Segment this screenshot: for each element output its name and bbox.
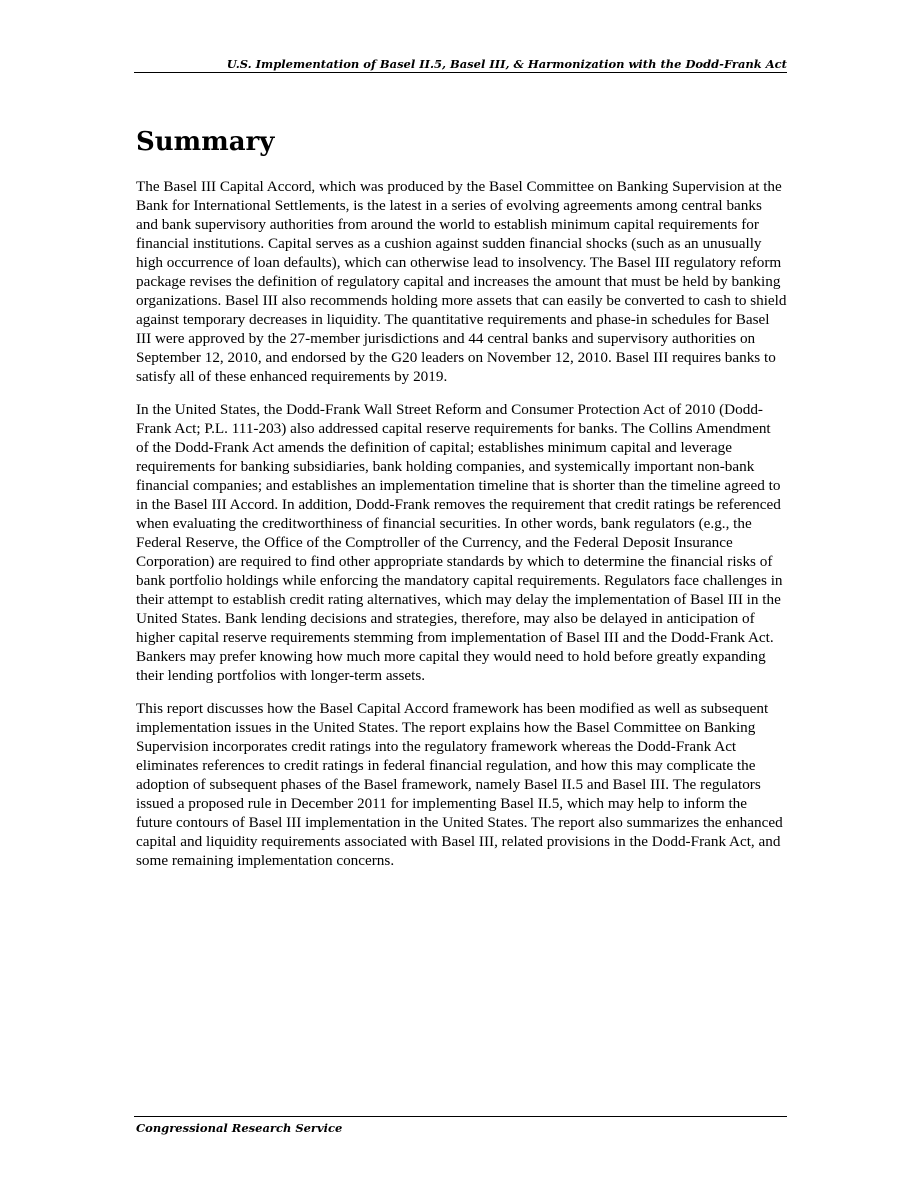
summary-body bbox=[136, 177, 787, 884]
footer-publisher: Congressional Research Service bbox=[136, 1121, 343, 1135]
running-header-title: U.S. Implementation of Basel II.5, Basel III, & Harmonization with the Dodd-Frank Act bbox=[226, 57, 787, 71]
paragraph: The Basel III Capital Accord, which was produced by the Basel Committee on Banking Supervision at the Bank for International Settlements, is the latest in a series of evolving agreements among central banks and bank supervisory authorities from around the world to establish minimum capital requirements for financial institutions. Capital serves as a cushion against sudden financial shocks (such as an unusually high occurrence of loan defaults), which can otherwise lead to insolvency. The Basel III regulatory reform package revises the definition of regulatory capital and increases the amount that must be held by banking organizations. Basel III also recommends holding more assets that can easily be converted to cash to shield against temporary decreases in liquidity. The quantitative requirements and phase-in schedules for Basel III were approved by the 27-member jurisdictions and 44 central banks and supervisory authorities on September 12, 2010, and endorsed by the G20 leaders on November 12, 2010. Basel III requires banks to satisfy all of these enhanced requirements by 2019. bbox=[136, 178, 787, 385]
paragraph: In the United States, the Dodd-Frank Wall Street Reform and Consumer Protection Act of 2010 (Dodd-Frank Act; P.L. 111-203) also addressed capital reserve requirements for banks. The Collins Amendment of the Dodd-Frank Act amends the definition of capital; establishes minimum capital and leverage requirements for banking subsidiaries, bank holding companies, and systemically important non-bank financial companies; and establishes an implementation timeline that is shorter than the timeline agreed to in the Basel III Accord. In addition, Dodd-Frank removes the requirement that credit ratings be referenced when evaluating the creditworthiness of financial securities. In other words, bank regulators (e.g., the Federal Reserve, the Office of the Comptroller of the Currency, and the Federal Deposit Insurance Corporation) are required to find other appropriate standards by which to determine the financial risks of bank portfolio holdings while enforcing the mandatory capital requirements. Regulators face challenges in their attempt to establish credit rating alternatives, which may delay the implementation of Basel III in the United States. Bank lending decisions and strategies, therefore, may also be delayed in anticipation of higher capital reserve requirements stemming from implementation of Basel III and the Dodd-Frank Act. Bankers may prefer knowing how much more capital they would need to hold before greatly expanding their lending portfolios with longer-term assets. bbox=[136, 401, 783, 684]
page-title: Summary bbox=[136, 127, 275, 157]
paragraph: This report discusses how the Basel Capital Accord framework has been modified as well as subsequent implementation issues in the United States. The report explains how the Basel Committee on Banking Supervision incorporates credit ratings into the regulatory framework whereas the Dodd-Frank Act eliminates references to credit ratings in federal financial regulation, and how this may complicate the adoption of subsequent phases of the Basel framework, namely Basel II.5 and Basel III. The regulators issued a proposed rule in December 2011 for implementing Basel II.5, which may help to inform the future contours of Basel III implementation in the United States. The report also summarizes the enhanced capital and liquidity requirements associated with Basel III, related provisions in the Dodd-Frank Act, and some remaining implementation concerns. bbox=[136, 700, 783, 869]
header-divider bbox=[134, 72, 787, 73]
footer-divider bbox=[134, 1116, 787, 1117]
